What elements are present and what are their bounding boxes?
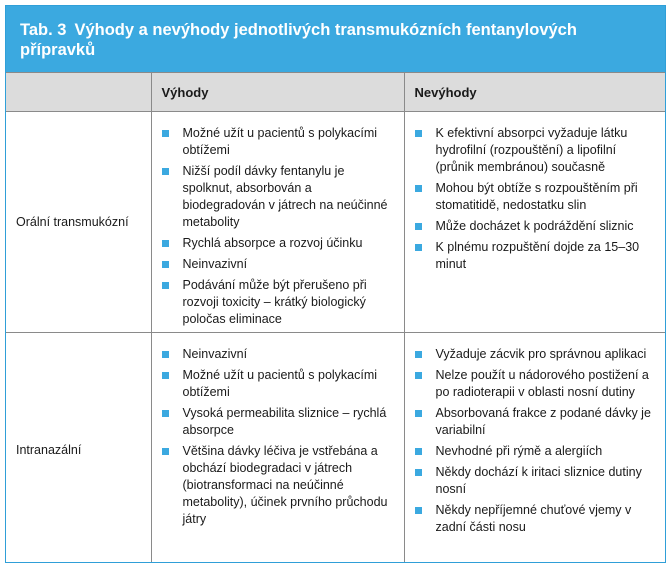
list-item: Podávání může být přerušeno při rozvoji toxicity – krátký biologický poločas eliminace [162,277,396,328]
disadvantages-list-intranasal [405,333,666,536]
list-item: Rychlá absorpce a rozvoj účinku [162,235,396,252]
list-item: Mohou být obtíže s rozpouštěním při stomatitidě, nedostatku slin [415,180,658,214]
table-caption: Výhody a nevýhody jednotlivých transmukózních fentanylových přípravků [20,21,577,59]
square-bullet-icon [415,448,422,455]
header-row [6,73,665,112]
comparison-table [6,72,665,563]
square-bullet-icon [162,372,169,379]
list-item: Neinvazivní [162,346,396,363]
square-bullet-icon [162,168,169,175]
square-bullet-icon [162,448,169,455]
table-row-intranasal [6,333,665,564]
square-bullet-icon [415,372,422,379]
list-item: Nižší podíl dávky fentanylu je spolknut, absorbován a biodegradován v játrech na neúčinné metabolity [162,163,396,231]
square-bullet-icon [415,351,422,358]
header-advantages: Výhody [151,73,404,112]
square-bullet-icon [415,244,422,251]
list-item: Možné užít u pacientů s polykacími obtížemi [162,367,396,401]
advantages-list-intranasal [152,333,404,528]
table-row-oral [6,112,665,333]
advantages-list-oral [152,112,404,328]
header-empty [6,73,151,112]
list-item: Možné užít u pacientů s polykacími obtížemi [162,125,396,159]
table-number: Tab. 3 [20,21,67,39]
list-item: Nelze použít u nádorového postižení a po radioterapii v oblasti nosní dutiny [415,367,658,401]
square-bullet-icon [415,130,422,137]
square-bullet-icon [162,282,169,289]
row-label-intranasal: Intranazální [6,333,151,564]
list-item: Vysoká permeabilita sliznice – rychlá absorpce [162,405,396,439]
list-item: Většina dávky léčiva je vstřebána a obchází biodegradaci v játrech (biotransformaci na neúčinné metabolity), účinek prvního průchodu játry [162,443,396,528]
list-item: Absorbovaná frakce z podané dávky je variabilní [415,405,658,439]
square-bullet-icon [162,410,169,417]
list-item: Někdy nepříjemné chuťové vjemy v zadní části nosu [415,502,658,536]
list-item: Neinvazivní [162,256,396,273]
square-bullet-icon [162,261,169,268]
disadvantages-cell-oral [404,112,665,333]
list-item: K plnému rozpuštění dojde za 15–30 minut [415,239,658,273]
advantages-cell-oral [151,112,404,333]
square-bullet-icon [415,507,422,514]
list-item: Vyžaduje zácvik pro správnou aplikaci [415,346,658,363]
disadvantages-list-oral [405,112,666,273]
row-label-oral: Orální transmukózní [6,112,151,333]
square-bullet-icon [415,223,422,230]
disadvantages-cell-intranasal [404,333,665,564]
list-item: Může docházet k podráždění sliznic [415,218,658,235]
list-item: Někdy dochází k iritaci sliznice dutiny nosní [415,464,658,498]
header-disadvantages: Nevýhody [404,73,665,112]
advantages-cell-intranasal [151,333,404,564]
square-bullet-icon [415,469,422,476]
list-item: K efektivní absorpci vyžaduje látku hydrofilní (rozpouštění) a lipofilní (průnik membránou) současně [415,125,658,176]
square-bullet-icon [162,351,169,358]
comparison-table-frame [5,5,666,563]
square-bullet-icon [162,240,169,247]
square-bullet-icon [162,130,169,137]
square-bullet-icon [415,185,422,192]
list-item: Nevhodné při rýmě a alergiích [415,443,658,460]
table-title [6,6,665,72]
square-bullet-icon [415,410,422,417]
